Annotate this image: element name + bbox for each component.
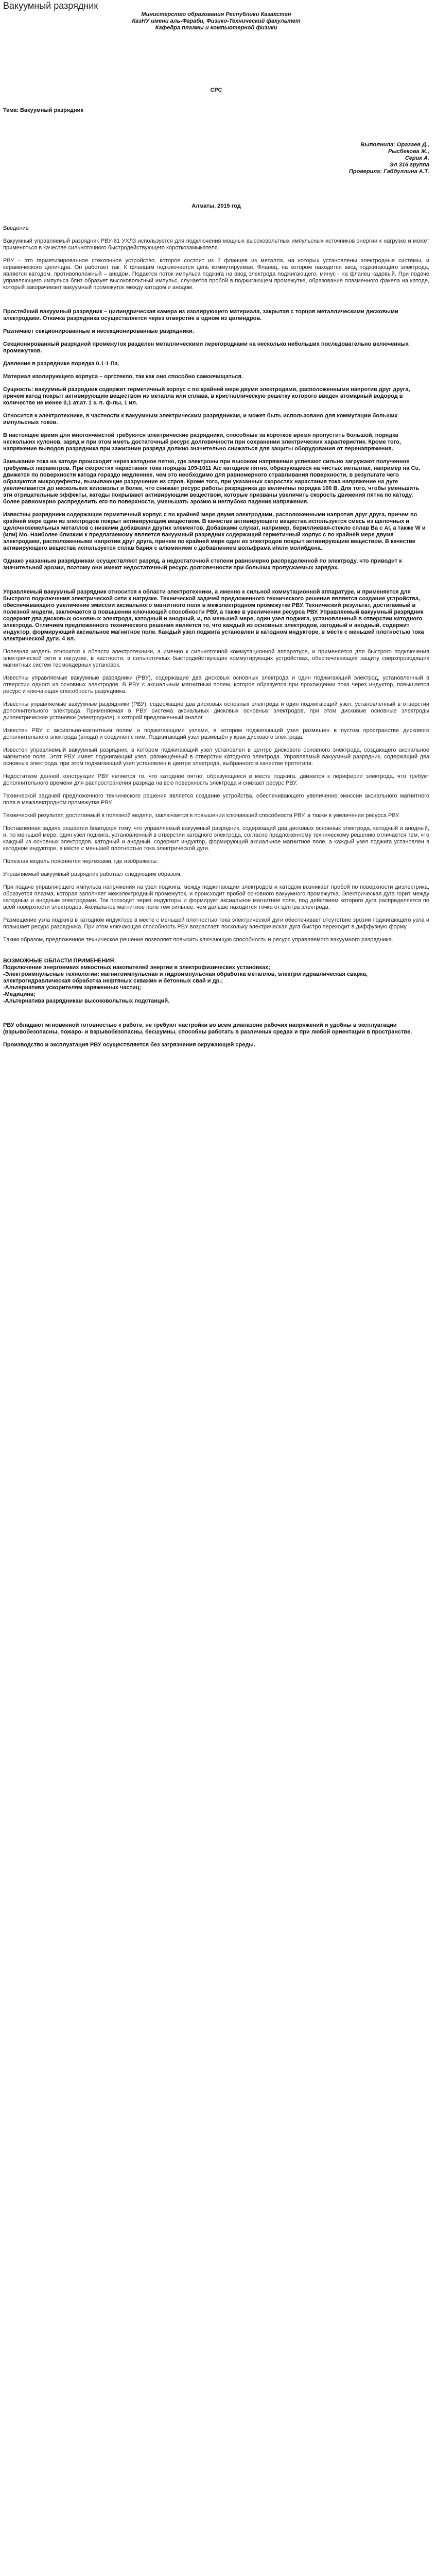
topic-title: Тема: Вакуумный разрядник — [3, 107, 83, 113]
body-paragraph: Технической задачей предложенного технического решения является создание устройства, обеспечивающего увеличение эмиссии аксиального магнитного поля в межэлектродном промежутке РВУ. — [3, 793, 429, 806]
application-item: -Альтернатива разрядникам высоковольтных подстанций. — [3, 998, 170, 1004]
body-paragraph: Поставленная задача решается благодаря тому, что управляемый вакуумный разрядник, содержащий два дисковых основных электрода, катодный и анодный, и, по меньшей мере, один узел поджига, установленный в отверстии катодного электрода, согласно предложенному техническому решению отличается тем, что каждый из основных электродов, катодный и анодный, содержит индуктор, формирующий аксиальное магнитное поле, а каждый узел поджига установлен в катодном индукторе, в месте с меньшей плотностью тока электрической дуги. — [3, 825, 429, 852]
bold-paragraph: В настоящее время для многоячеистой требуются электрические разрядники, способные за короткое время пропустить большой, порядка нескольких кулонов, заряд и при этом иметь достаточный ресурс долговечности при сохранении электрических характеристик. Кроме того, напряжение выводов разрядника при зажигании разряда должно значительно снижаться для защиты оборудования от перенапряжения. — [3, 432, 401, 452]
bold-paragraph: Различают секционированные и несекционированные разрядники. — [3, 328, 195, 334]
body-paragraph: Размещение узла поджига в катодном индукторе в месте с меньшей плотностью тока электрической дуги обеспечивает отсутствие эрозии поджигающего узла и повышает ресурс разрядника. При этом ключающая способность РВУ возрастает, поскольку электрическая дуга быстро переходит в диффузную форму. — [3, 917, 429, 930]
intro-paragraph: Вакуумный управляемый разрядник РВУ-61 УХЛ3 используется для подключения мощных высоковольтных импульсных источников энергии к нагрузке и может применяться в качестве сильноточного быстродействующего короткозамыкателя. — [3, 238, 429, 251]
application-item: -Альтернатива ускорителям заряженных частиц; — [3, 985, 142, 991]
body-paragraph: Известен РВУ с аксиально-магнитным полем и поджигающими узлами, в котором поджигающий узел размещен в пустом пространстве дискового дополнительного электрода (анода) и соединен с ним. Поджигающий узел размещён у края дискового электрода. — [3, 727, 429, 740]
body-paragraph: Полезная модель относится к области электротехники, а именно к сильноточной коммутационной аппаратуре, и применяется для быстрого подключения электрической сети к нагрузке, в частности, в сильноточных быстродействующих коммутирующих устройствах, обеспечивающих защиту сверхпроводящих магнитных систем термоядерных установок. — [3, 649, 429, 668]
signature-line: Серик А. — [405, 155, 429, 161]
bold-paragraph: Однако указанным разрядникам осуществляют разряд, а недостаточной степени равномерно распределенной по электроду, что приводит к значительной эрозии, поэтому они имеют недостаточный ресурс долговечности при больших пропускаемых зарядах. — [3, 558, 402, 571]
bold-paragraph: Замыкание тока на катоде происходит через катодное пятно, где электроны при высоком напряжении успевают сильно загружают полученное требуемых параметров. При скоростях нарастания тока порядка 109-1011 А/с катодное пятно, образующееся на чистых металлах, например на Cu, движется по поверхности катода гораздо медленнее, чем это необходимо для равномерного стравливания поверхности, в результате чего образуются микродефекты, вызывающие разрушение из строя. Кроме того, при указанных скоростях нарастания тока напряжение на дуге увеличивается до нескольких киловольт и более, что снижает ресурс работы разрядника до величины порядка 100 В. Для того, чтобы уменьшить эти отрицательные эффекты, катоды покрывают активирующим веществом, которые призваны увеличить скорость движения пятна по катоду, более равномерно распределить его по поверхности, уменьшать эрозию и неглубоко падение напряжения. — [3, 459, 421, 505]
bold-paragraph: Сущность: вакуумный разрядник содержит герметичный корпус с по крайней мере двумя электродами, расположенными напротив друг друга, причем катод покрыт активирующим веществом из металла или сплава, в кристаллическую решетку которого введен атомарный водород в количестве не менее 0,1 ат.ат. 1 з. п. ф-лы, 1 ил. — [3, 386, 410, 406]
closing-paragraph: Производство и эксплуатация РВУ осуществляется без загрязнения окружающей среды. — [3, 1042, 255, 1048]
city-year: Алматы, 2015 год — [191, 203, 241, 209]
bold-paragraph: Относится к электротехнике, в частности к вакуумным электрическим разрядникам, и может быть использовано для коммутации больших импульсных токов. — [3, 413, 398, 426]
site-title: Вакуумный разрядник — [3, 1, 98, 11]
intro-label: Введение — [3, 225, 29, 231]
body-paragraph: Известен управляемый вакуумный разрядник, в котором поджигающий узел установлен в центре дискового основного электрода, создающего аксиальное магнитное поле. Этот РВУ имеет поджигающий узел, размещённый в отверстии катодного электрода. Управляемый вакуумный разрядник, содержащий два основных электрода, при этом поджигающий узел установлен в центре электрода, выбранного в качестве прототипа. — [3, 747, 429, 767]
bold-paragraph: Известны разрядники содержащие герметичный корпус с по крайней мере двумя электродами, расположенными напротив друг друга, причем по крайней мере один из электродов покрыт активирующим веществом. В качестве активирующего вещества используется смесь из щелочных и щелочноземельных металлов с низкими добавками других элементов. Добавками служат, например, бериллиевая-стекло сплав Ba с Al, а также W и (или) Mo. Наиболее близким к предлагаемому является вакуумный разрядник содержащий герметичный корпус с по крайней мере двумя электродами, расположенными напротив друг друга, причем по крайней мере один из электродов покрыт активирующим веществом. В качестве активирующего вещества используется сплав бария с алюминием с добавлением вольфрама и/или молибдена. — [3, 512, 426, 551]
signature-line: Проверила: Габдуллина А.Т. — [349, 168, 429, 175]
header-line: Министерство образования Республики Казахстан — [141, 11, 291, 18]
application-item: Подключение энергоемких емкостных накопителей энергии в электрофизических установках; — [3, 964, 270, 971]
header-line: КазНУ имени аль-Фараби, Физико-Технический факультет — [132, 18, 301, 24]
application-item: -Электроимпульсные технологии: магнитоимпульсная и гидроимпульсная обработка металлов, электрогидравлическая сварка, электрогидравлическая обработка нефтяных скважин и бетонных свай и др.; — [3, 971, 368, 984]
body-paragraph: При подаче управляющего импульса напряжения на узел поджига, между поджигающим электродом и катодом возникает пробой по поверхности диэлектрика, образуется плазма, которая заполняет межэлектродный промежуток, и происходит пробой основного вакуумного промежутка. Электрическая дуга горит между катодным и анодным электродами. Ток проходит через индукторы и формирует аксиальное магнитное поле, под действием которого дуга распределяется по всей поверхности электродов. Аксиальное магнитное поле тем сильнее, чем дальше находится точка от центра электрода. — [3, 884, 429, 910]
body-paragraph: Известны управляемые вакуумные разрядники (РВУ), содержащие два дисковых основных электрода и один поджигающий электрод, установленный в отверстии одного из основных электродов. В РВУ с аксиальным магнитным полем, которое образуется при прохождении тока через индуктор, повышается ресурс и ключающая способность разрядника. — [3, 675, 429, 694]
intro-paragraph: РВУ – это герметизированное стеклянное устройство, которое состоит из 2 фланцев из металла, на которых установлены электродные системы, и керамического цилиндра. Он работает так. К фланцам подключается цепь коммутируемая. Фланец, на котором находится ввод поджигающего электрода, является катодом, противоположный – анодом. Подается поток импульса поджига на ввод электрода поджигающего, минус - на фланец кадовый. При подаче управляющего импульса близ образует высоковольтный импульс, случается пробой в поджигающем промежутке, образование плазменного факела на катоде, который закорачивает вакуумный промежуток между катодом и анодом. — [3, 258, 429, 291]
document-header — [3, 11, 429, 31]
header-line: Кафедра плазмы и компьютерной физики — [155, 25, 277, 31]
body-paragraph: Недостатком данной конструкции РВУ является то, что катодное пятно, образующееся в месте поджига, движется к периферии электрода, что требует дополнительного времени для распространения разряда на всю поверхность электрода и снижает ресурс РВУ. — [3, 773, 429, 786]
body-paragraph: Таким образом, предложенное техническое решение позволяет повысить ключающую способность и ресурс управляемого вакуумного разрядника. — [3, 937, 394, 943]
body-paragraph: Полезная модель поясняется чертежами, где изображены: — [3, 858, 159, 865]
signature-line: Выполнила: Оразаев Д., — [360, 142, 429, 148]
bold-paragraph: Секционированный разрядной промежуток разделен металлическими перегородками на несколько небольших последовательно включенных промежутков. — [3, 341, 409, 354]
body-paragraph: Известны управляемые вакуумные разрядники (РВУ), содержащие два дисковых основных электрода и один поджигающий узел, установленный в отверстии дополнительного электрода. Применяемая в РВУ система аксиальных дисковых основных электродов, при этом дисковые основные электроды диэлектрические установки (электродное), к которой предложенный аналог. — [3, 701, 429, 721]
bold-paragraph: Давление в разряднике порядка 0,1-1 Па. — [3, 361, 119, 367]
bold-paragraph: Управляемый вакуумный разрядник относится к области электротехники, а именно к сильной коммутационной аппаратуре, и применяется для быстрого подключения электрической сети к нагрузке. Технической задачей предложенного технического решения является создание устройства, обеспечивающего увеличение эмиссии аксиального магнитного поля в межэлектродном промежутке РВУ. Технический результат, достигаемый в полезной модели, заключается в повышении ключающей способности РВУ, а также в увеличении ресурса РВУ. Управляемый вакуумный разрядник содержит два дисковых основных электрода, катодный и анодный, и, по меньшей мере, один узел поджига, установленный в отверстии катодного электрода. Отличием предложенного технического решения является то, что каждый из основных электродов, катодный и анодный, содержит индуктор, формирующий аксиальное магнитное поле. Каждый узел поджига установлен в катодном индукторе, в месте с меньшей плотностью тока электрической дуги. 4 ил. — [3, 589, 424, 642]
body-paragraph: Управляемый вакуумный разрядник работает следующим образом. — [3, 871, 182, 877]
signature-line: Рысбекова Ж., — [388, 148, 429, 155]
bold-paragraph: Простейший вакуумный разрядник – цилиндрическая камера из изолирующего материала, закрытая с торцов металлическими дисковыми электродами. Откачка разрядника осуществляется через отверстие в одном из цилиндров. — [3, 309, 398, 321]
srs-label: СРС — [210, 87, 222, 93]
closing-paragraph: РВУ обладают мгновенной готовностью к работе, не требуют настройки во всем диапазоне рабочих напряжений и удобны в эксплуатации (взрывобезопасны, пожаро- и взрывобезопасны, бесшумны, способны работать в различных средах и при любой ориентации в пространстве. — [3, 1022, 412, 1035]
signature-block — [3, 142, 429, 175]
applications-list — [3, 964, 429, 1005]
signature-line: Эл 316 группа — [389, 162, 429, 168]
document-body — [3, 11, 429, 1048]
body-paragraph: Технический результат, достигаемый в полезной модели, заключается в повышении ключающей способности РВУ, а также в увеличении ресурса РВУ. — [3, 812, 400, 819]
application-item: -Медицина; — [3, 991, 36, 997]
bold-paragraph: Материал изолирующего корпуса – оргстекло, так как оно способно самоочищаться. — [3, 374, 243, 380]
applications-title: ВОЗМОЖНЫЕ ОБЛАСТИ ПРИМЕНЕНИЯ — [3, 958, 114, 964]
